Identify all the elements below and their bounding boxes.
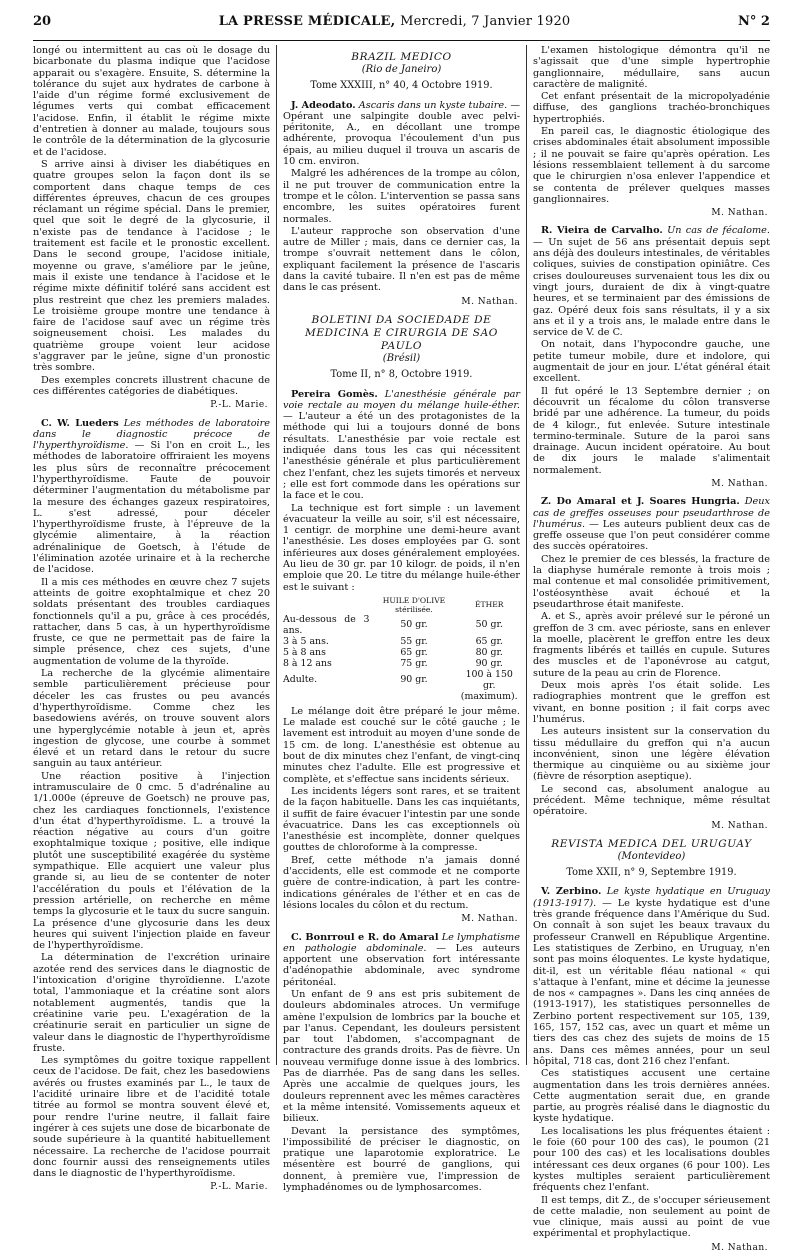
journal-tome: Tome XXII, n° 9, Septembre 1919. bbox=[566, 867, 737, 879]
signature: M. Nathan. bbox=[711, 208, 768, 219]
table-row bbox=[283, 691, 520, 702]
paragraph: Il fut opéré le 13 Septembre dernier ; on découvrit un fécalome du côlon transverse bridé par une adhérence. La tumeur, du poids de 4 kilogr., fut enlevée. Suture intestinale termino-terminale. Suture de la paroi sans drainage. Aucun incident opératoire. Au bout de dix jours le malade s'alimentait normalement. bbox=[532, 385, 770, 476]
publication-name: LA PRESSE MÉDICALE, bbox=[218, 14, 396, 29]
table-cell-ether: 90 gr. bbox=[475, 657, 503, 669]
paragraph: Deux mois après l'os était solide. Les radiographies montrent que le greffon est vivant, en bonne position ; il fait corps avec l'humérus. bbox=[532, 680, 770, 725]
article-zerbino bbox=[533, 886, 770, 1067]
article-text: — Si l'on en croit L., les méthodes de laboratoire offriraient les moyens les plus sûrs de reconnaître précocement l'hyperthyroïdisme. Faute de pouvoir déterminer l'augmentation du métabolisme par la mesure des échanges gazeux respiratoires, L. s'est adressé, pour déceler l'hyperthyroïdisme fruste, à l'épreuve de la glycémie alimentaire, à la réaction adrénalinique de Goetsch, à l'étude de l'élimination azotée urinaire et à la recherche de l'acidose. bbox=[33, 440, 271, 576]
article-text: — Les auteurs publient deux cas de greffe osseuse que l'on peut considérer comme des succès opératoires. bbox=[532, 518, 770, 553]
paragraph: Les auteurs insistent sur la conservation du tissu médullaire du greffon qui n'a aucun inconvénient, sinon une légère élévation thermique au cinquième ou au sixième jour (fièvre de résorption aseptique). bbox=[532, 726, 770, 783]
paragraph: Les symptômes du goitre toxique rappellent ceux de l'acidose. De fait, chez les basedowiens avérés ou frustes examinés par L., le taux de l'acidité urinaire libre et de l'acidité totale titrée au formol se montra souvent élevé et, pour rendre l'urine neutre, il fallait faire ingérer à ces sujets une dose de bicarbonate de soude supérieure à la quantité habituellement nécessaire. La recherche de l'acidose pourrait donc fournir aussi des renseignements utiles dans le diagnostic de l'hyperthyroïdisme. bbox=[33, 1055, 271, 1180]
table-cell-max: (maximum). bbox=[460, 690, 518, 702]
article-text: — L'auteur a été un des protagonistes de la méthode qui lui a toujours donné de bons résultats. L'anesthésie par voie rectale est indiquée dans tous les cas qui nécessitent l'anesthésie générale et plus particulièrement chez l'enfant, chez les sujets timorés et nerveux ; elle est fort commode dans les opérations sur la face et le cou. bbox=[282, 411, 520, 502]
paragraph: L'examen histologique démontra qu'il ne s'agissait que d'une simple hypertrophie ganglionnaire, médullaire, sans aucun caractère de malignité. bbox=[532, 45, 770, 90]
table-cell-ether: 100 à 150 gr. bbox=[465, 668, 513, 691]
article-bonrroul bbox=[283, 932, 520, 988]
article-text: — Le kyste hydatique est d'une très grande fréquence dans l'Amérique du Sud. On connaît à son sujet les beaux travaux du professeur Cranwell en République Argentine. Les statistiques de Zerbino, en Uruguay, n'en sont pas moins éloquentes. Le kyste hydatique, dit-il, est un véritable fléau national « qui s'attaque à l'enfant, mine et décime la jeunesse de nos « campagnes ». Dans les cinq années de (1913-1917), les statistiques personnelles de Zerbino portent respectivement sur 105, 139, 165, 157, 152 cas, avec un quart et même un tiers des cas chez des sujets de moins de 15 ans. Dans ces mêmes années, pour un seul hôpital, 718 cas, dont 216 chez l'enfant. bbox=[532, 897, 770, 1067]
article-author: C. W. Lueders bbox=[41, 417, 119, 429]
column-1 bbox=[33, 45, 271, 1193]
paragraph: Le second cas, absolument analogue au précédent. Même technique, même résultat opératoire. bbox=[532, 783, 770, 818]
table-row bbox=[283, 658, 520, 669]
article-author: J. Adeodato. bbox=[290, 99, 356, 111]
paragraph: Une réaction positive à l'injection intramusculaire de 0 cmc. 5 d'adrénaline au 1/1.000e (épreuve de Goetsch) ne prouve pas, chez les cardiaques fonctionnels, l'existence d'un état d'hyperthyroïdisme. L. a trouvé la réaction négative au cours d'un goitre exophtalmique toxique ; positive, elle indique plutôt une susceptibilité exagérée du système sympathique. Elle acquiert une valeur plus grande si, au lieu de se contenter de noter l'accélération du pouls et l'élévation de la pression artérielle, on recherche en même temps la glycosurie et le taux du sucre sanguin. La présence d'une glycosurie dans les deux heures qui suivent l'injection plaide en faveur de l'hyperthyroïdisme. bbox=[33, 770, 271, 952]
journal-tome: Tome II, n° 8, Octobre 1919. bbox=[330, 369, 473, 381]
table-header-age bbox=[283, 596, 370, 614]
paragraph: Les incidents légers sont rares, et se traitent de la façon habituelle. Dans les cas inquiétants, il suffit de faire évacuer l'intestin par une sonde évacuatrice. Dans les cas exceptionnels où l'anesthésie est incomplète, donner quelques gouttes de chloroforme à la compresse. bbox=[282, 785, 520, 854]
paragraph: On notait, dans l'hypocondre gauche, une petite tumeur mobile, dure et indolore, qui augmentait de jour en jour. L'état général était excellent. bbox=[532, 339, 770, 385]
running-title bbox=[219, 14, 571, 29]
table-row bbox=[283, 614, 520, 636]
article-author: R. Vieira de Carvalho. bbox=[540, 225, 663, 237]
article-author: V. Zerbino. bbox=[540, 886, 602, 898]
page-header bbox=[33, 14, 770, 38]
columns bbox=[33, 45, 770, 1253]
column-divider bbox=[276, 45, 277, 1065]
article-gomes bbox=[283, 389, 520, 502]
table-cell-oil: 75 gr. bbox=[400, 657, 428, 669]
journal-title: BOLETINI DA SOCIEDADE DE MEDICINA E CIRURGIA DE SAO PAULO bbox=[305, 313, 498, 352]
signature: P.-L. Marie. bbox=[210, 1182, 269, 1193]
article-title: Deux cas de greffes osseuses pour pseudarthrose de l'humérus. bbox=[532, 496, 770, 530]
article-lueders bbox=[33, 418, 270, 576]
table-cell-age: 8 à 12 ans bbox=[282, 657, 332, 669]
table-row bbox=[283, 647, 520, 658]
table-cell-oil: 50 gr. bbox=[400, 619, 428, 631]
article-author: Z. Do Amaral et J. Soares Hungria. bbox=[540, 496, 740, 508]
paragraph: Chez le premier de ces blessés, la fracture de la diaphyse humérale remonte à trois mois ; mal contenue et mal consolidée primitivement, l'ostéosynthèse avait échoué et la pseudarthrose était manifeste. bbox=[532, 553, 770, 610]
signature: M. Nathan. bbox=[711, 1242, 768, 1253]
table-cell-ether: 80 gr. bbox=[475, 646, 503, 658]
paragraph: S arrive ainsi à diviser les diabétiques en quatre groupes selon la façon dont ils se comportent dans chaque temps de ces différentes épreuves, chacun de ces groupes réclamant un régime spécial. Dans le premier, quel que soit le degré de la glycosurie, il n'existe pas de tendance à l'acidose ; le traitement est facile et le pronostic excellent. Dans le second groupe, l'acidose initiale, moyenne ou grave, s'améliore par le jeûne, mais il existe une tendance à l'acidose et le régime mixte définitif toléré sans accident est plus restreint que chez les premiers malades. Le troisième groupe montre une tendance à faire de l'acidose sauf avec un régime très soigneusement choisi. Les malades du quatrième groupe voient leur acidose s'aggraver par le jeûne, signe d'un pronostic très sombre. bbox=[33, 158, 271, 374]
paragraph: Bref, cette méthode n'a jamais donné d'accidents, elle est commode et ne comporte guère de contre-indication, à part les contre-indications générales de l'éther et en cas de lésions locales du côlon et du rectum. bbox=[282, 854, 520, 911]
table-header-ether: ÉTHER bbox=[474, 600, 504, 610]
paragraph: Cet enfant présentait de la micropolyadénie diffuse, des ganglions trachéo-bronchiques hypertrophiés. bbox=[532, 91, 770, 125]
article-adeodato bbox=[283, 100, 520, 168]
column-2 bbox=[282, 45, 520, 1194]
article-amaral bbox=[533, 496, 770, 552]
paragraph: La technique est fort simple : un lavement évacuateur la veille au soir, s'il est nécessaire, 1 centigr. de morphine une demi-heure avant l'anesthésie. Les doses employées par G. sont inférieures aux doses généralement employées. Au lieu de 30 gr. par 10 kilogr. de poids, il n'en emploie que 20. Le titre du mélange huile-éther est le suivant : bbox=[282, 502, 520, 593]
table-cell-age: Adulte. bbox=[282, 674, 318, 686]
journal-place: (Brésil) bbox=[382, 352, 421, 364]
table-cell-oil: 55 gr. bbox=[400, 635, 428, 647]
paragraph: Il a mis ces méthodes en œuvre chez 7 sujets atteints de goitre exophtalmique et chez 20 soldats présentant des troubles cardiaques fonctionnels qu'il a pu, grâce à ces procédés, rattacher, dans 5 cas, à un hyperthyroïdisme fruste, ce que ne permettait pas de faire la simple présence, chez ces sujets, d'une augmentation de volume de la thyroïde. bbox=[33, 576, 271, 667]
signature: M. Nathan. bbox=[711, 478, 768, 489]
paragraph: Malgré les adhérences de la trompe au côlon, il ne put trouver de communication entre la trompe et le côlon. L'intervention se passa sans encombre, les suites opératoires furent normales. bbox=[282, 168, 520, 225]
page-number: 20 bbox=[33, 14, 52, 29]
article-title: L'anesthésie générale par voie rectale au moyen du mélange huile-éther. bbox=[282, 388, 520, 411]
journal-title: REVISTA MEDICA DEL URUGUAY bbox=[551, 837, 752, 850]
article-title: Les méthodes de laboratoire dans le diagnostic précoce de l'hyperthyroïdisme. bbox=[33, 417, 271, 452]
column-divider bbox=[526, 45, 527, 1065]
table-row bbox=[283, 669, 520, 691]
table-cell-age: 5 à 8 ans bbox=[282, 646, 326, 658]
paragraph: Un enfant de 9 ans est pris subitement de douleurs abdominales atroces. Un vermifuge amène l'expulsion de lombrics par la bouche et par l'anus. Cependant, les douleurs persistent par tout l'abdomen, s'accompagnant de contracture des grands droits. Pas de fièvre. Un nouveau vermifuge donne issue à des lombrics. Pas de diarrhée. Pas de sang dans les selles. Après une accalmie de quelques jours, les douleurs reprennent avec les mêmes caractères et la même intensité. Vomissements aqueux et bilieux. bbox=[282, 989, 520, 1125]
article-title: Le kyste hydatique en Uruguay (1913-1917). bbox=[532, 886, 770, 909]
table-cell-age: Au-dessous de 3 ans. bbox=[282, 613, 370, 636]
paragraph: En pareil cas, le diagnostic étiologique des crises abdominales était absolument impossible ; il ne pouvait se faire qu'après opération. Les lésions ressemblaient tellement à du sarcome que le chirurgien n'osa enlever l'appendice et se contenta de prélever quelques masses ganglionnaires. bbox=[532, 126, 770, 205]
signature: M. Nathan. bbox=[461, 914, 518, 925]
journal-place: (Rio de Janeiro) bbox=[361, 64, 442, 75]
article-text: — Les auteurs apportent une observation fort intéressante d'adénopathie abdominale, avec syndrome péritonéal. bbox=[282, 942, 520, 988]
journal-title: BRAZIL MEDICO bbox=[351, 51, 452, 63]
paragraph: longé ou intermittent au cas où le dosage du bicarbonate du plasma indique que l'acidose apparait ou s'exagère. Ensuite, S. détermine la tolérance du sujet aux hydrates de carbone à l'aide d'un régime formé exclusivement de légumes verts qui combat efficacement l'acidose. Enfin, il établit le régime mixte d'entretien à donner au malade, toujours sous le contrôle de la détermination de la glycosurie et de l'acidose. bbox=[33, 45, 271, 158]
paragraph: Il est temps, dit Z., de s'occuper sérieusement de cette maladie, non seulement au point de vue clinique, mais aussi au point de vue expérimental et prophylactique. bbox=[532, 1194, 770, 1240]
paragraph: Le mélange doit être préparé le jour même. Le malade est couché sur le côté gauche ; le lavement est introduit au moyen d'une sonde de 15 cm. de long. L'anesthésie est obtenue au bout de dix minutes chez l'enfant, de vingt-cinq minutes chez l'adulte. Elle est progressive et complète, et s'effectue sans incidents sérieux. bbox=[282, 705, 520, 785]
article-title: Ascaris dans un kyste tubaire. bbox=[358, 99, 508, 111]
article-author: C. Bonrroul e R. do Amaral bbox=[290, 931, 439, 943]
paragraph: La recherche de la glycémie alimentaire semble particulièrement précieuse pour déceler les cas frustes ou peu avancés d'hyperthyroïdisme. Comme chez les basedowiens avérés, on trouve souvent alors une hyperglycémie notable à jeun et, après ingestion de glycose, une courbe à sommet élevé et un retard dans le retour du sucre sanguin au taux antérieur. bbox=[33, 668, 271, 770]
table-row bbox=[283, 636, 520, 647]
article-title: Le lymphatisme en pathologie abdominale. bbox=[282, 931, 520, 954]
paragraph: Ces statistiques accusent une certaine augmentation dans les trois dernières années. Cette augmentation serait due, en grande partie, au progrès réalisé dans le diagnostic du kyste hydatique. bbox=[532, 1068, 770, 1125]
header-rule bbox=[33, 40, 770, 41]
journal-place: (Montevideo) bbox=[617, 850, 686, 862]
paragraph: Devant la persistance des symptômes, l'impossibilité de préciser le diagnostic, on pratique une laparotomie exploratrice. Le mésentère est bourré de ganglions, qui donnent, à première vue, l'impression de lymphadénomes ou de lymphosarcomes. bbox=[282, 1125, 520, 1194]
table-cell-oil: 65 gr. bbox=[400, 646, 428, 658]
article-text: — Opérant une salpingite double avec pelvi-péritonite, A., en décollant une trompe adhérente, provoqua l'écoulement d'un pus épais, au milieu duquel il trouva un ascaris de 10 cm. environ. bbox=[282, 99, 520, 168]
paragraph: Les localisations les plus fréquentes étaient : le foie (60 pour 100 des cas), le poumon (21 pour 100 des cas) et les localisations doubles intéressant ces deux organes (6 pour 100). Les kystes multiples seraient particulièrement fréquents chez l'enfant. bbox=[532, 1125, 770, 1194]
article-vieira bbox=[533, 225, 770, 338]
paragraph: Des exemples concrets illustrent chacune de ces différentes catégories de diabétiques. bbox=[33, 374, 271, 397]
paragraph: L'auteur rapproche son observation d'une autre de Miller ; mais, dans ce dernier cas, la trompe s'ouvrait nettement dans le côlon, expliquant facilement la présence de l'ascaris dans la cavité tubaire. Il n'en est pas de même dans le cas présent. bbox=[282, 225, 520, 294]
column-3 bbox=[532, 45, 770, 1253]
table-cell-age: 3 à 5 ans. bbox=[282, 635, 329, 647]
dose-table bbox=[283, 596, 520, 702]
article-title: Un cas de fécalome. bbox=[667, 225, 770, 237]
issue-date: Mercredi, 7 Janvier 1920 bbox=[400, 14, 571, 29]
article-author: Pereira Gomès. bbox=[290, 388, 378, 400]
table-cell-ether: 65 gr. bbox=[475, 635, 503, 647]
journal-tome: Tome XXXIII, n° 40, 4 Octobre 1919. bbox=[310, 80, 493, 92]
article-text: — Un sujet de 56 ans présentait depuis sept ans déjà des douleurs intestinales, de véritables coliques, suivies de constipation opiniâtre. Ces crises douloureuses survenaient tous les dix ou vingt jours, duraient de dix à vingt-quatre heures, et se terminaient par des émissions de gaz. Opéré deux fois sans résultats, il y a six ans et il y a trois ans, le malade entre dans le service de V. de C. bbox=[532, 236, 770, 339]
signature: M. Nathan. bbox=[461, 296, 518, 307]
table-cell-ether: 50 gr. bbox=[475, 619, 503, 631]
table-header-oil: HUILE D'OLIVE stérilisée. bbox=[382, 595, 446, 614]
paragraph: La détermination de l'excrétion urinaire azotée rend des services dans le diagnostic de l'intoxication d'origine thyroïdienne. L'azote total, l'ammoniaque et la créatine sont alors notablement augmentés, tandis que la créatinine varie peu. L'exagération de la créatinurie serait en particulier un signe de valeur dans le diagnostic de l'hyperthyroïdisme fruste. bbox=[33, 952, 271, 1054]
table-cell-oil: 90 gr. bbox=[400, 674, 428, 686]
signature: P.-L. Marie. bbox=[210, 400, 269, 411]
paragraph: A. et S., après avoir prélevé sur le péroné un greffon de 3 cm. avec périoste, sans en enlever la moelle, placèrent le greffon entre les deux fragments libérés et taillés en cupule. Sutures des muscles et de l'aponévrose au catgut, suture de la peau au crin de Florence. bbox=[532, 611, 770, 679]
signature: M. Nathan. bbox=[711, 820, 768, 831]
issue-number: N° 2 bbox=[738, 14, 770, 29]
